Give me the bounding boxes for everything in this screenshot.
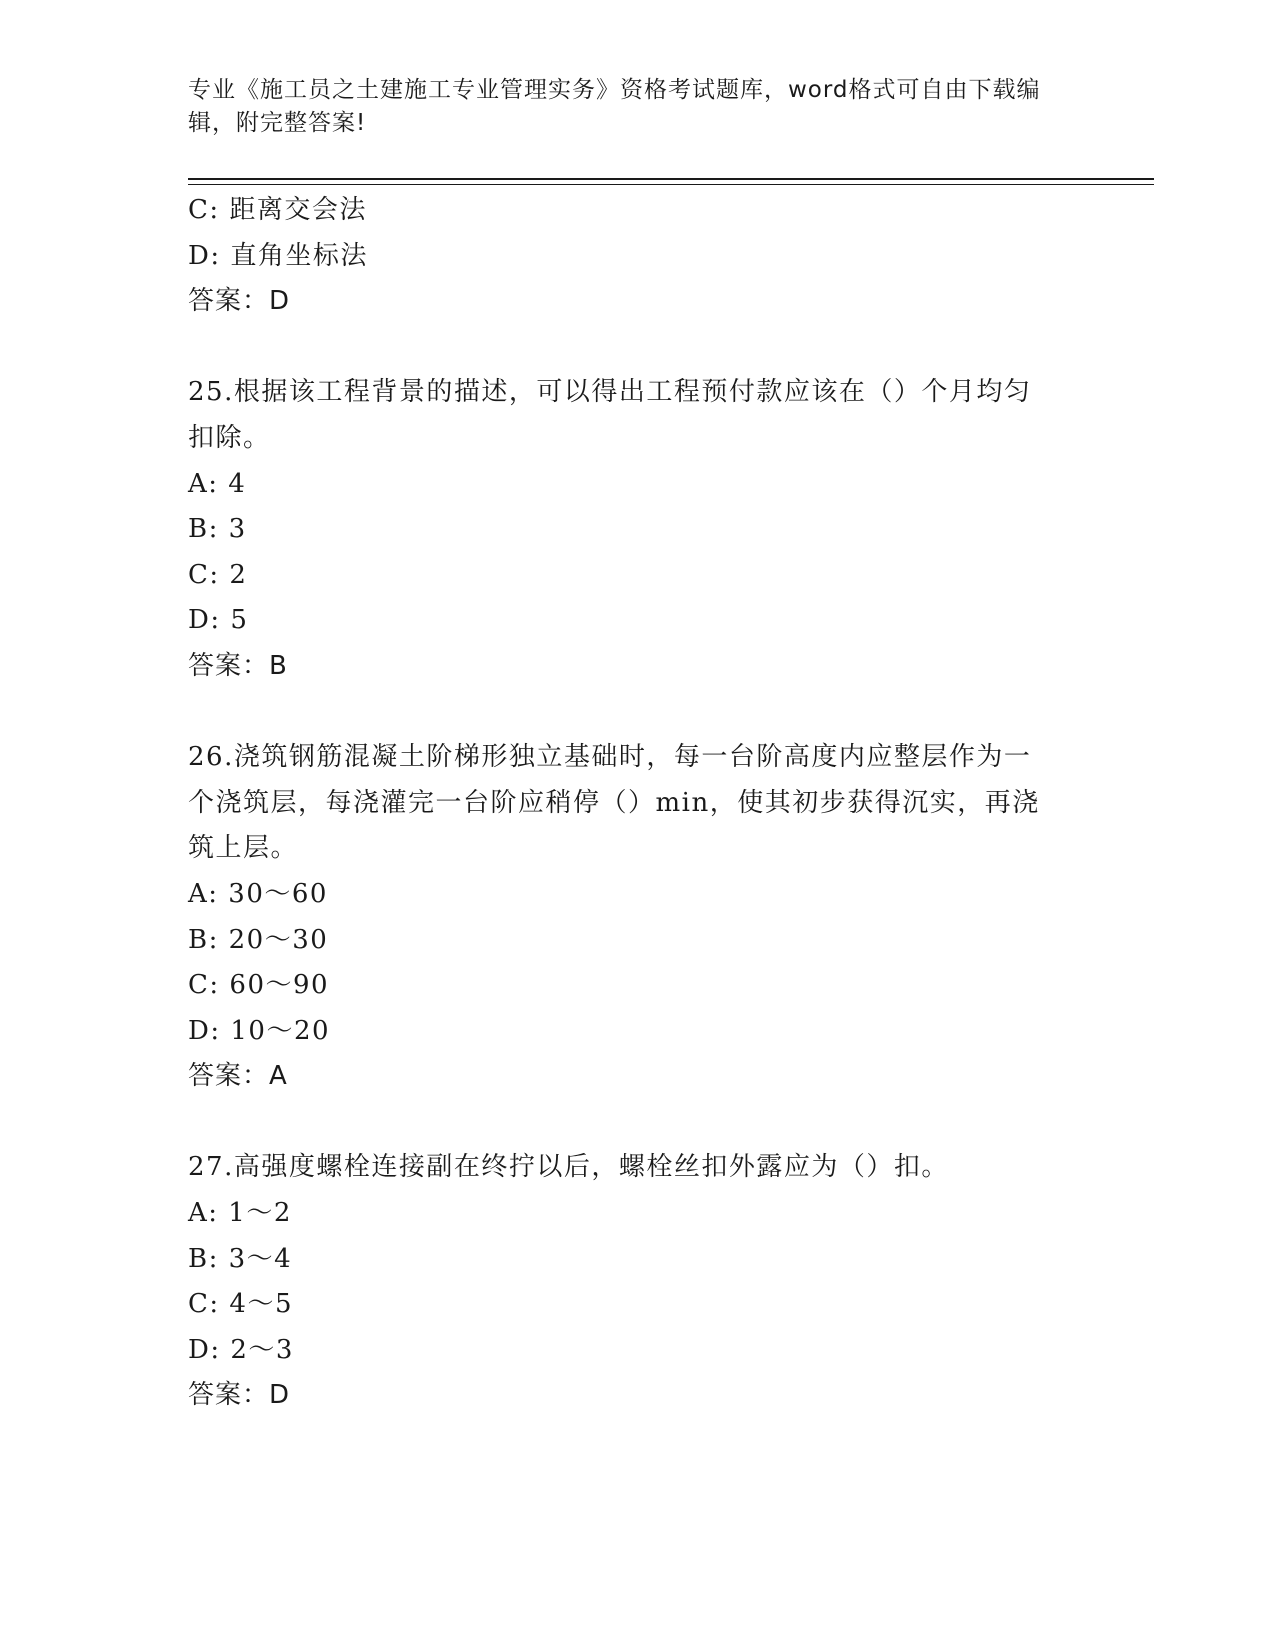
header-line-1: 专业《施工员之土建施工专业管理实务》资格考试题库，word格式可自由下载编 <box>188 77 1041 103</box>
spacer <box>188 325 1088 371</box>
question-text-line: 25.根据该工程背景的描述，可以得出工程预付款应该在（）个月均匀 <box>188 377 1032 408</box>
question-text-line: 26.浇筑钢筋混凝土阶梯形独立基础时，每一台阶高度内应整层作为一 <box>188 742 1032 773</box>
spacer <box>188 1100 1088 1146</box>
option-c: C: 2 <box>188 559 248 590</box>
option-b: B: 3 <box>188 514 247 545</box>
option-b: B: 20～30 <box>188 924 329 955</box>
header-line-2: 辑，附完整答案! <box>188 110 367 136</box>
answer-line: 答案：D <box>188 1380 291 1411</box>
option-a: A: 30～60 <box>188 878 328 909</box>
option-d: D: 2～3 <box>188 1334 294 1365</box>
option-c: C: 60～90 <box>188 970 330 1001</box>
option-d: D: 直角坐标法 <box>188 240 368 271</box>
answer-line: 答案：B <box>188 650 288 681</box>
header-divider-thick <box>188 178 1154 180</box>
question-text-line: 27.高强度螺栓连接副在终拧以后，螺栓丝扣外露应为（）扣。 <box>188 1152 949 1183</box>
option-b: B: 3～4 <box>188 1243 293 1274</box>
option-c: C: 距离交会法 <box>188 195 367 225</box>
answer-line: 答案：D <box>188 286 291 317</box>
question-text-line: 个浇筑层，每浇灌完一台阶应稍停（）min，使其初步获得沉实，再浇 <box>188 787 1040 818</box>
question-block-25 <box>188 370 1088 689</box>
header-divider-thin <box>188 184 1154 185</box>
option-d: D: 10～20 <box>188 1015 331 1046</box>
option-c: C: 4～5 <box>188 1289 294 1320</box>
option-a: A: 1～2 <box>188 1198 292 1229</box>
spacer <box>188 690 1088 736</box>
option-a: A: 4 <box>188 468 247 499</box>
question-block-27 <box>188 1145 1088 1419</box>
answer-line: 答案：A <box>188 1061 288 1092</box>
question-text-line: 扣除。 <box>188 422 271 453</box>
question-block-26 <box>188 735 1088 1100</box>
option-d: D: 5 <box>188 605 249 636</box>
document-header <box>188 74 1068 140</box>
question-block-previous <box>188 188 1088 325</box>
question-list <box>188 188 1088 1419</box>
question-text-line: 筑上层。 <box>188 833 299 864</box>
